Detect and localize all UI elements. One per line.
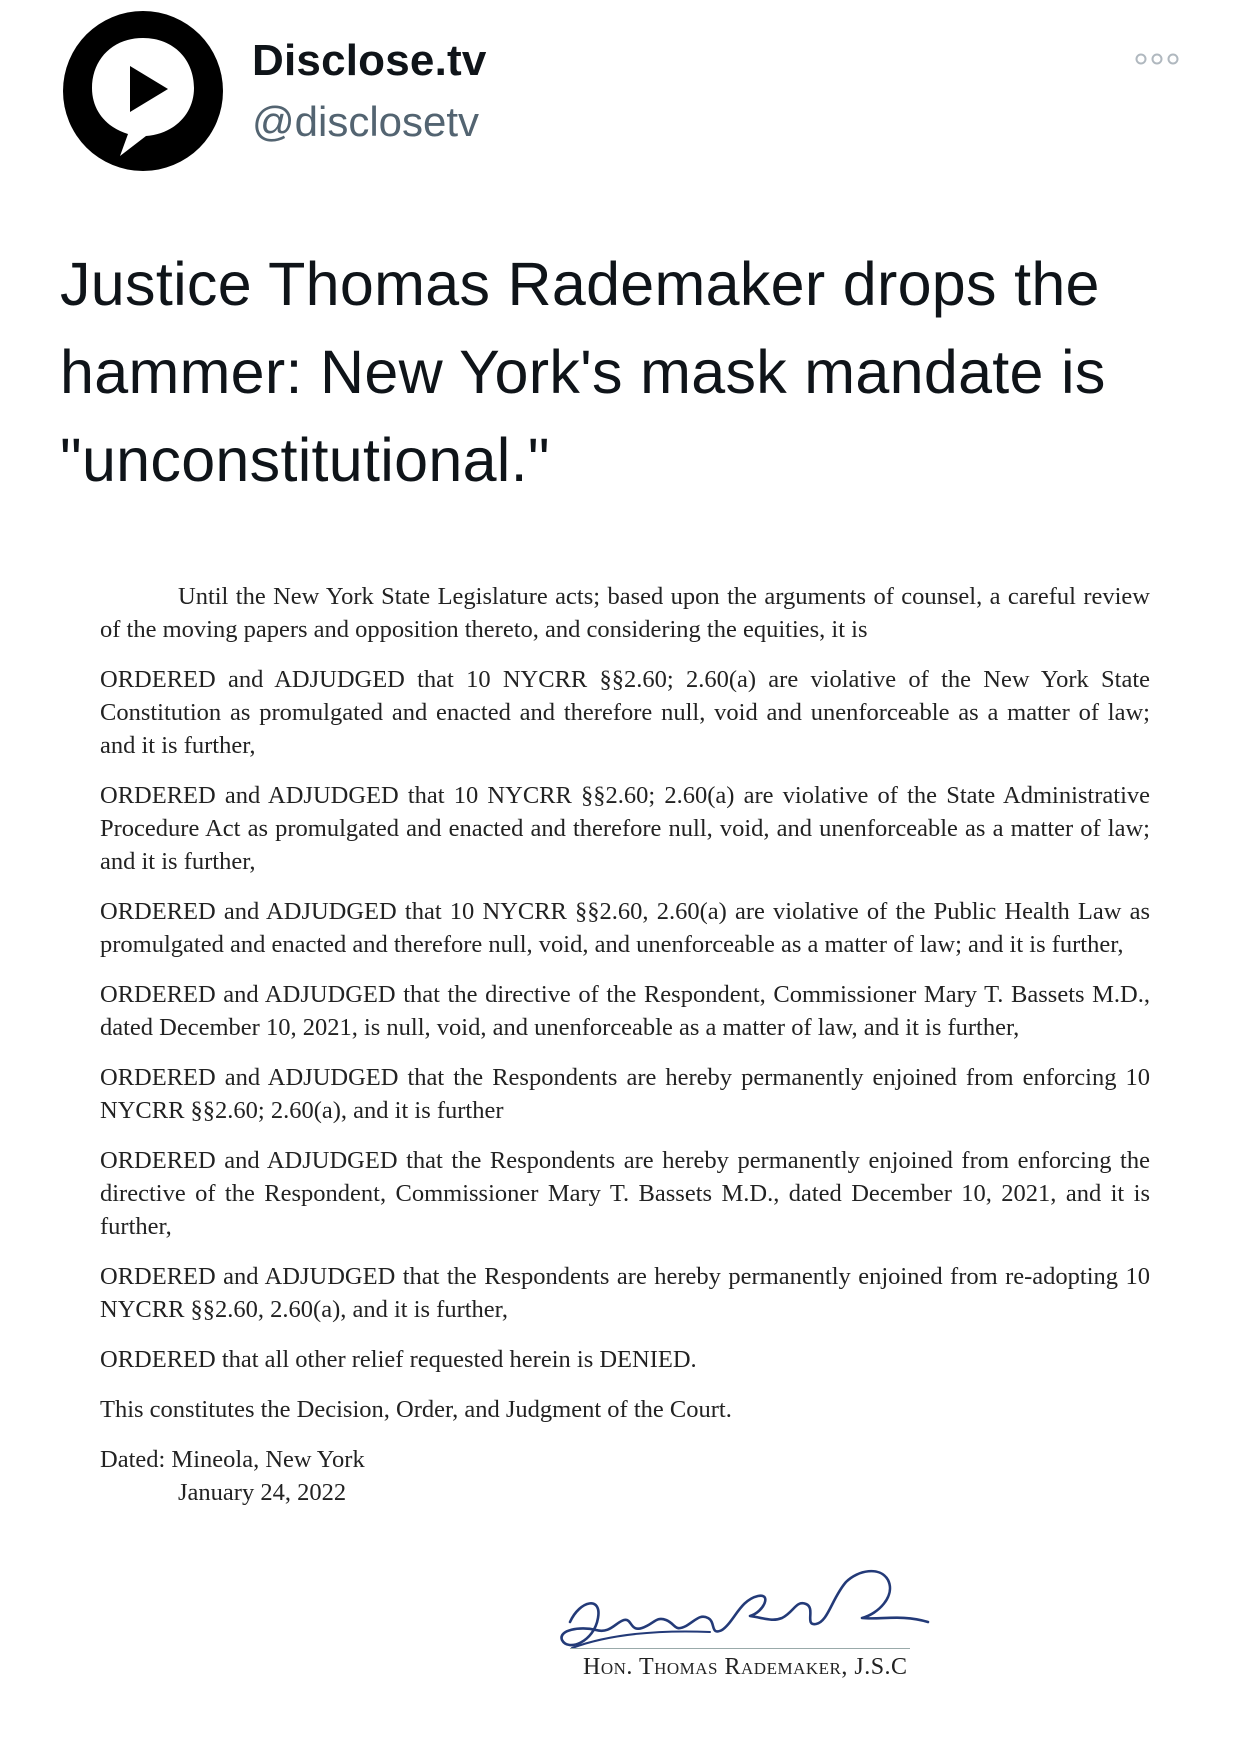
- doc-paragraph: ORDERED and ADJUDGED that 10 NYCRR §§2.60; 2.60(a) are violative of the New York State Constitution as promulgated and enacted and therefore null, void and unenforceable as a matter of law; and it is further,: [100, 666, 1150, 759]
- avatar[interactable]: [60, 8, 226, 174]
- doc-paragraph: ORDERED that all other relief requested herein is DENIED.: [100, 1346, 697, 1373]
- doc-paragraph: This constitutes the Decision, Order, and Judgment of the Court.: [100, 1396, 732, 1423]
- doc-paragraph: ORDERED and ADJUDGED that 10 NYCRR §§2.60, 2.60(a) are violative of the Public Health Law as promulgated and enacted and therefore null, void, and unenforceable as a matter of law; and it is further,: [100, 898, 1150, 958]
- doc-paragraph: ORDERED and ADJUDGED that 10 NYCRR §§2.60; 2.60(a) are violative of the State Administrative Procedure Act as promulgated and enacted and therefore null, void, and unenforceable as a matter of law; and it is further,: [100, 782, 1150, 875]
- tweet-text: Justice Thomas Rademaker drops the hammer: New York's mask mandate is "unconstitutional.": [60, 250, 1106, 494]
- more-horizontal-icon: [1132, 44, 1182, 74]
- doc-paragraph: ORDERED and ADJUDGED that the directive of the Respondent, Commissioner Mary T. Bassets M.D., dated December 10, 2021, is null, void, and unenforceable as a matter of law, and it is further,: [100, 981, 1150, 1041]
- doc-paragraph: ORDERED and ADJUDGED that the Respondents are hereby permanently enjoined from enforcing the directive of the Respondent, Commissioner Mary T. Bassets M.D., dated December 10, 2021, and it is further,: [100, 1147, 1150, 1240]
- court-order-image[interactable]: [60, 560, 1190, 1720]
- dated-location: Dated: Mineola, New York: [100, 1446, 365, 1473]
- doc-paragraph: Until the New York State Legislature acts; based upon the arguments of counsel, a careful review of the moving papers and opposition thereto, and considering the equities, it is: [100, 583, 1150, 643]
- doc-paragraph: ORDERED and ADJUDGED that the Respondents are hereby permanently enjoined from re-adopting 10 NYCRR §§2.60, 2.60(a), and it is further,: [100, 1263, 1150, 1323]
- signature-line: [570, 1648, 910, 1649]
- dated-block: [100, 1443, 1150, 1509]
- more-options-button[interactable]: [1132, 44, 1182, 74]
- account-handle[interactable]: @disclosetv: [252, 98, 480, 145]
- court-order-text: [100, 580, 1150, 1509]
- tweet-header: [0, 0, 1242, 200]
- play-speech-bubble-logo-icon: [60, 8, 226, 174]
- doc-paragraph: ORDERED and ADJUDGED that the Respondents are hereby permanently enjoined from enforcing 10 NYCRR §§2.60; 2.60(a), and it is further: [100, 1064, 1150, 1124]
- judge-name: Hon. Thomas Rademaker, J.S.C: [583, 1654, 908, 1680]
- dated-date: January 24, 2022: [178, 1479, 347, 1506]
- account-name[interactable]: Disclose.tv: [252, 36, 487, 85]
